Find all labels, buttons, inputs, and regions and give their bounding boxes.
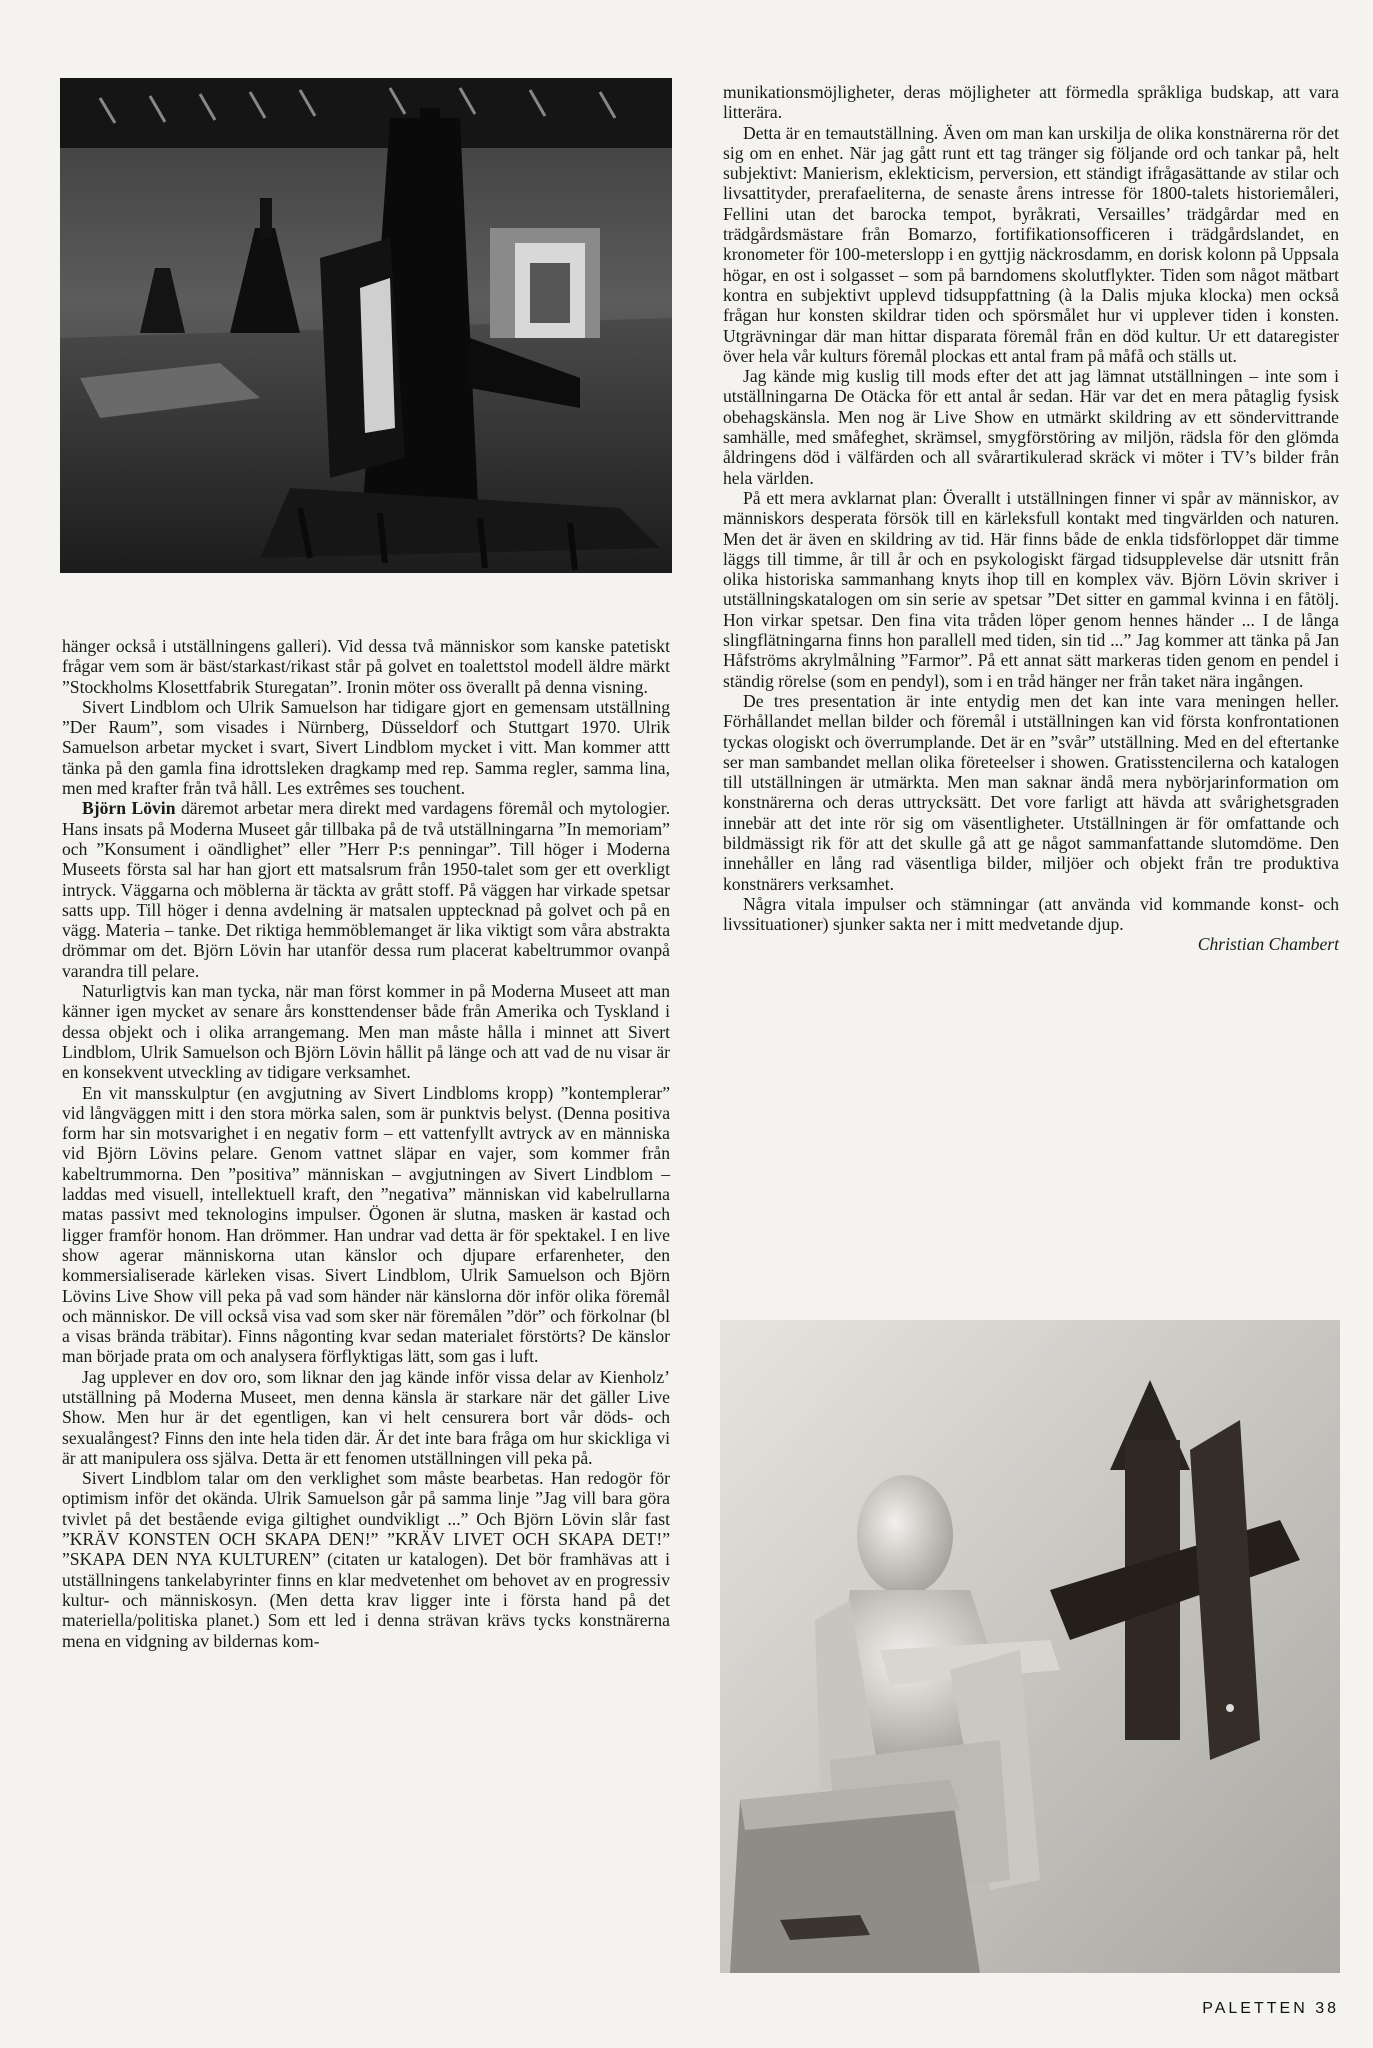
page-footer: PALETTEN 38 <box>1202 2000 1339 2017</box>
installation-view-photo <box>60 78 672 573</box>
article-paragraph: En vit mansskulptur (en avgjutning av Sivert Lindbloms kropp) ”kontemplerar” vid långväggen mitt i den stora mörka salen, som är punktvis belyst. (Denna positiva form har sin motsvarighet i en negativ form – ett vattenfyllt avtryck av en människa vid Björn Lövins pelare. Genom vattnet släpar en vajer, som kommer från kabeltrummorna. Den ”positiva” människan – avgjutningen av Sivert Lindblom – laddas med visuell, intellektuell kraft, den ”negativa” människan vid kabelrullarna matas passivt med teknologins impulser. Ögonen är slutna, masken är kastad och ligger framför honom. Han drömmer. Han undrar vad detta är för spektakel. I en live show agerar människorna utan känslor och djupare erfarenheter, den kommersialiserade kärleken visas. Sivert Lindblom, Ulrik Samuelson och Björn Lövins Live Show vill peka på vad som händer när känslorna dör inför olika föremål och människor. De vill också visa vad som sker när föremålen ”dör” och förkolnar (bl a visas brända träbitar). Finns någonting kvar sedan materialet förstörts? De känslor man började prata om och analysera förflyktigas lätt, som gas i luft. <box>62 1082 670 1367</box>
article-paragraph: Sivert Lindblom talar om den verklighet som måste bearbetas. Han redogör för optimism inför det okända. Ulrik Samuelson går på samma linje ”Jag vill bara göra tvivlet på det bestående evigа giltighet oundvikligt ...” Och Björn Lövin slår fast ”KRÄV KONSTEN OCH SKAPA DEN!” ”KRÄV LIVET OCH SKAPA DET!” ”SKAPA DEN NYA KULTUREN” (citaten ur katalogen). Det bör framhävas att i utställningens tankelabyrinter finns en klar medvetenhet om behovet av en progressiv kultur- och människosyn. (Men detta krav ligger inte i första hand på det materiella/politiska planet.) Som ett led i denna strävan krävs tycks konstnärerna mena en vidgning av bildernas kom- <box>62 1468 670 1651</box>
article-paragraph: Några vitala impulser och stämningar (att använda vid kommande konst- och livssituationer) sjunker sakta ner i mitt medvetande djup. <box>723 893 1339 935</box>
article-left-column <box>62 636 670 1651</box>
seated-sculpture-photo <box>720 1320 1340 1973</box>
article-paragraph: Detta är en temautställning. Även om man kan urskilja de olika konstnärerna rör det sig om en enhet. När jag gått runt ett tag tränger sig följande ord och tankar på, helt subjektivt: Manierism, eklekticism, perversion, ett ständigt ifrågasättande av stilar och livsattityder, prerafaeliterna, de senaste årens intresse för 1800-talets historiemåleri, Fellini utan det barocka tempot, byråkrati, Versailles’ trädgårdar med en trädgårdsmästare från Bomarzo, fortifikationsofficeren i trädgårdslandet, en kronometer för 100-meterslopp i en gyttjig näckrosdamm, en dorisk kolonn på Uppsala högar, en ost i solgasset – som på barndomens skolutflykter. Tiden som något mätbart kontra en subjektivt upplevd tidsuppfattning (à la Dalis mjuka klocka) men också frågan hur konsten skildrar tiden och spörsmålet hur vi upplever tiden i konsten. Utgrävningar där man hittar disparata föremål från en död kultur. Ur ett dataregister över hela vår kulturs föremål plockas ett antal fram på måfå och ställs ut. <box>723 122 1339 366</box>
article-paragraph: munikationsmöjligheter, deras möjligheter att förmedla språkliga budskap, att vara litterära. <box>723 82 1339 123</box>
article-paragraph: hänger också i utställningens galleri). Vid dessa två människor som kanske patetiskt frågar vem som är bäst/starkast/rikast står på golvet en toalettstol modell äldre märkt ”Stockholms Klosettfabrik Sturegatan”. Ironin möter oss överallt på denna visning. <box>62 636 670 697</box>
article-paragraph: Jag upplever en dov oro, som liknar den jag kände inför vissa delar av Kienholz’ utställning på Moderna Museet, men denna känsla är starkare när det gäller Live Show. Men hur är det egentligen, kan vi helt censurera bort vår döds- och sexualångest? Finns den inte hela tiden där. Är det inte bara fråga om hur skickliga vi är att manipulera oss själva. Detta är ett fenomen utställningen vill peka på. <box>62 1366 670 1468</box>
installation-view-image <box>60 78 672 573</box>
seated-sculpture-image <box>720 1320 1340 1973</box>
article-paragraph: På ett mera avklarnat plan: Överallt i utställningen finner vi spår av människor, av människors desperata försök till en kärleksfull kontakt med tingvärlden och naturen. Men det är även en skildring av tid. Här finns både de enkla tidsförloppet där timme läggs till timme, år till år och en psykologiskt färgad tidsupplevelse där utsnitt från olika historiska sammanhang knyts ihop till en komplex väv. Björn Lövin skriver i utställningskatalogen om sin serie av spetsar ”Det sitter en gammal kvinna i en fåtölj. Hon virkar spetsar. Den fina vita tråden löper genom hennes händer ... I de långa slingflätningarna finns hon parallell med tiden, sin tid ...” Jag kommer att tänka på Jan Håfströms akrylmålning ”Farmor”. På ett annat sätt markeras tiden genom en pendel i ständig rörelse (som en pendyl), som i en tråd hänger ner från taket nära ingången. <box>723 487 1339 691</box>
article-paragraph: Jag kände mig kuslig till mods efter det att jag lämnat utställningen – inte som i utställningarna De Otäcka för ett antal år sedan. Här var det en mera påtaglig fysisk obehagskänsla. Men nog är Live Show en utmärkt skildring av ett söndervittrande samhälle, med småfeghet, skrämsel, smygförstöring av miljön, rädsla för den glömda åldringens död i välfärden och all svårartikulerad skräck vi möter i TV’s bilder från hela världen. <box>723 366 1339 488</box>
article-paragraph-text: däremot arbetar mera direkt med vardagens föremål och mytologier. Hans insats på Moderna Museet går tillbaka på de två utställningarna ”In memoriam” och ”Konsument i oändlighet” eller ”Herr P:s penningar”. Till höger i Moderna Museets första sal har han gjort ett matsalsrum från 1950-talet som ger ett overkligt intryck. Väggarna och möblerna är täckta av grått stoff. På väggen har virkade spetsar satts upp. Till höger i denna avdelning är matsalen upptecknad på golvet och på en vägg. Materia – tanke. Det riktiga hemmöblemanget är lika viktigt som våra abstrakta drömmar om det. Björn Lövin har utanför dessa rum placerat kabeltrummor ovanpå varandra till pelare. <box>62 798 670 981</box>
article-paragraph: Naturligtvis kan man tycka, när man först kommer in på Moderna Museet att man känner igen mycket av senare års konsttendenser både från Amerika och Tyskland i dessa objekt och i olika arrangemang. Men man måste hålla i minnet att Sivert Lindblom, Ulrik Samuelson och Björn Lövin hållit på länge och att vad de nu visar är en konsekvent utveckling av tidigare verksamhet. <box>62 981 670 1083</box>
article-paragraph <box>62 798 670 981</box>
artist-name-bold: Björn Lövin <box>82 798 176 819</box>
article-paragraph: De tres presentation är inte entydig men det kan inte vara meningen heller. Förhållandet mellan bilder och föremål i utställningen kan vid första konfrontationen tyckas ologiskt och överrumplande. Det är en ”svår” utställning. Med en del eftertanke ser man sambandet mellan olika företeelser i showen. Gratisstencilerna och katalogen till utställningen är utmärkta. Men man saknar ändå mera nybörjarinformation om konstnärerna och deras uttrycksätt. Det vore farligt att hävda att svårighetsgraden innebär att det inte rör sig om väsentligheter. Utställningen är för omfattande och bildmässigt rik för att det skulle gå att ge något sammanfattande slutomdöme. Den innehåller en lång rad väsentliga bilder, miljöer och objekt från tre produktiva konstnärers verksamhet. <box>723 690 1339 894</box>
article-paragraph: Sivert Lindblom och Ulrik Samuelson har tidigare gjort en gemensam utställning ”Der Raum”, som visades i Nürnberg, Düsseldorf och Stuttgart 1970. Ulrik Samuelson arbetar mycket i svart, Sivert Lindblom mycket i vitt. Man kommer attt tänka på den gamla fina idrottsleken dragkamp med rep. Samma regler, samma lina, men med krafter från två håll. Les extrêmes ses touchent. <box>62 696 670 799</box>
article-right-column <box>723 82 1339 955</box>
author-signature: Christian Chambert <box>1197 934 1339 955</box>
